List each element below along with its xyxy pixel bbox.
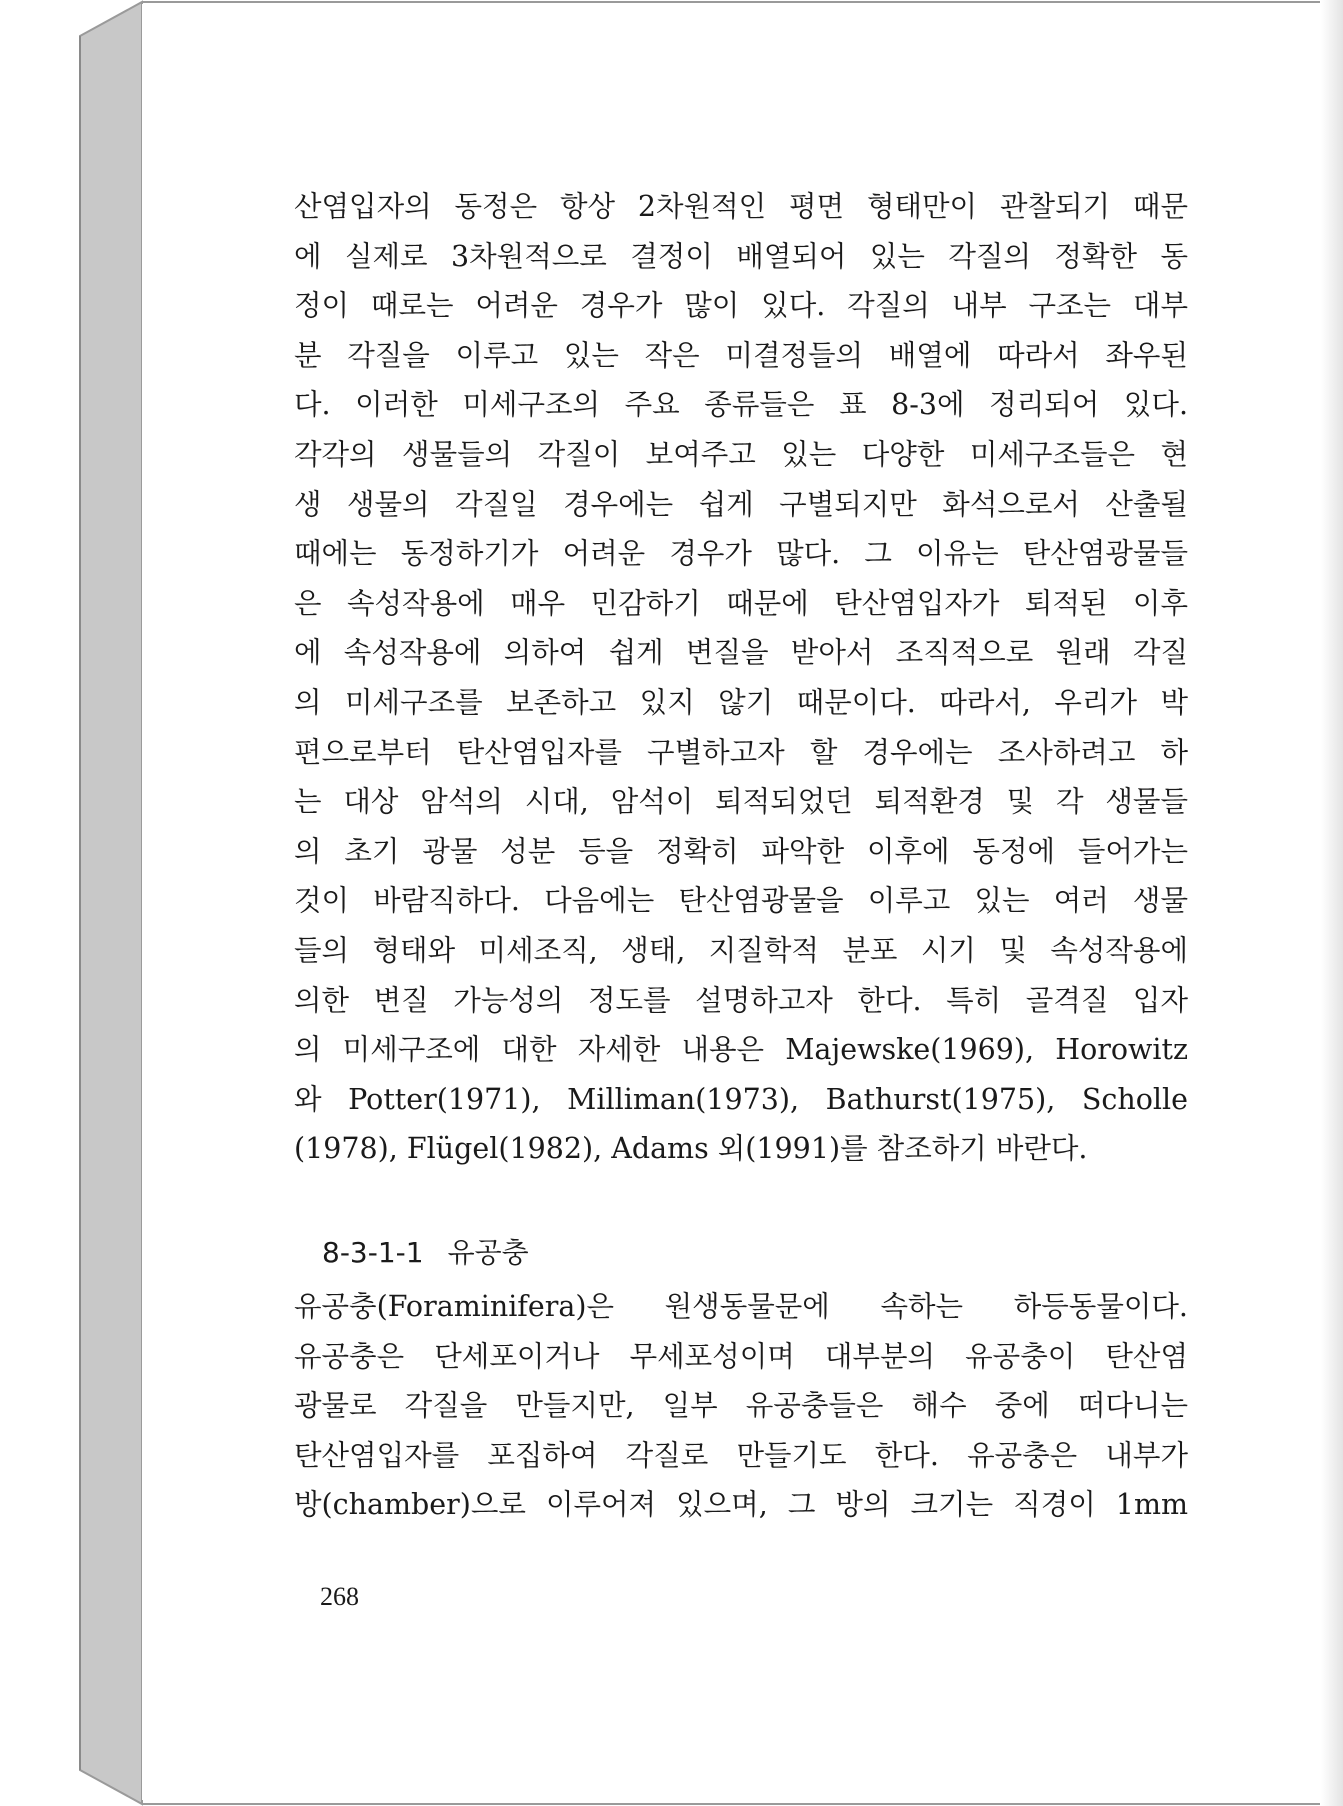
text-line: 산염입자의 동정은 항상 2차원적인 평면 형태만이 관찰되기 때문: [294, 190, 1188, 223]
text-line: 정이 때로는 어려운 경우가 많이 있다. 각질의 내부 구조는 대부: [294, 289, 1188, 323]
page-right-shadow: [1321, 0, 1343, 1806]
text-line: 에 속성작용에 의하여 쉽게 변질을 받아서 조직적으로 원래 각질: [294, 636, 1188, 670]
section-heading: [322, 1228, 529, 1278]
section-title: 유공충: [447, 1236, 529, 1269]
page-number: 268: [320, 1582, 359, 1611]
text-line: 에 실제로 3차원적으로 결정이 배열되어 있는 각질의 정확한 동: [294, 239, 1188, 273]
text-line: 때에는 동정하기가 어려운 경우가 많다. 그 이유는 탄산염광물들: [294, 537, 1188, 571]
text-line: 는 대상 암석의 시대, 암석이 퇴적되었던 퇴적환경 및 각 생물들: [294, 785, 1188, 819]
text-line: 유공충(Foraminifera)은 원생동물문에 속하는 하등동물이다.: [294, 1290, 1188, 1323]
text-line: 의한 변질 가능성의 정도를 설명하고자 한다. 특히 골격질 입자: [294, 983, 1188, 1017]
text-line: 의 미세구조를 보존하고 있지 않기 때문이다. 따라서, 우리가 박: [294, 685, 1188, 719]
text-line: 의 초기 광물 성분 등을 정확히 파악한 이후에 동정에 들어가는: [294, 834, 1188, 868]
text-line: 각각의 생물들의 각질이 보여주고 있는 다양한 미세구조들은 현: [294, 437, 1188, 471]
text-line: 은 속성작용에 매우 민감하기 때문에 탄산염입자가 퇴적된 이후: [294, 586, 1188, 620]
text-line: 것이 바람직하다. 다음에는 탄산염광물을 이루고 있는 여러 생물: [294, 884, 1188, 918]
text-line: (1978), Flügel(1982), Adams 외(1991)를 참조하기 바란다.: [294, 1132, 1088, 1166]
text-line: 다. 이러한 미세구조의 주요 종류들은 표 8-3에 정리되어 있다.: [294, 388, 1188, 422]
text-line: 와 Potter(1971), Milliman(1973), Bathurst(1975), Scholle: [294, 1082, 1188, 1116]
text-line: 방(chamber)으로 이루어져 있으며, 그 방의 크기는 직경이 1mm: [294, 1488, 1188, 1522]
text-line: 생 생물의 각질일 경우에는 쉽게 구별되지만 화석으로서 산출될: [294, 487, 1188, 521]
text-line: 유공충은 단세포이거나 무세포성이며 대부분의 유공충이 탄산염: [294, 1339, 1188, 1373]
body-paragraph-1: [294, 182, 1188, 1174]
text-line: 탄산염입자를 포집하여 각질로 만들기도 한다. 유공충은 내부가: [294, 1438, 1188, 1472]
book-left-edge: [80, 2, 142, 1804]
body-paragraph-2: [294, 1282, 1188, 1530]
text-line: 의 미세구조에 대한 자세한 내용은 Majewske(1969), Horowitz: [294, 1033, 1188, 1067]
section-number: 8-3-1-1: [322, 1236, 424, 1269]
text-line: 들의 형태와 미세조직, 생태, 지질학적 분포 시기 및 속성작용에: [294, 933, 1188, 967]
text-line: 편으로부터 탄산염입자를 구별하고자 할 경우에는 조사하려고 하: [294, 735, 1188, 769]
text-line: 광물로 각질을 만들지만, 일부 유공충들은 해수 중에 떠다니는: [294, 1389, 1188, 1423]
text-line: 분 각질을 이루고 있는 작은 미결정들의 배열에 따라서 좌우된: [294, 338, 1188, 372]
